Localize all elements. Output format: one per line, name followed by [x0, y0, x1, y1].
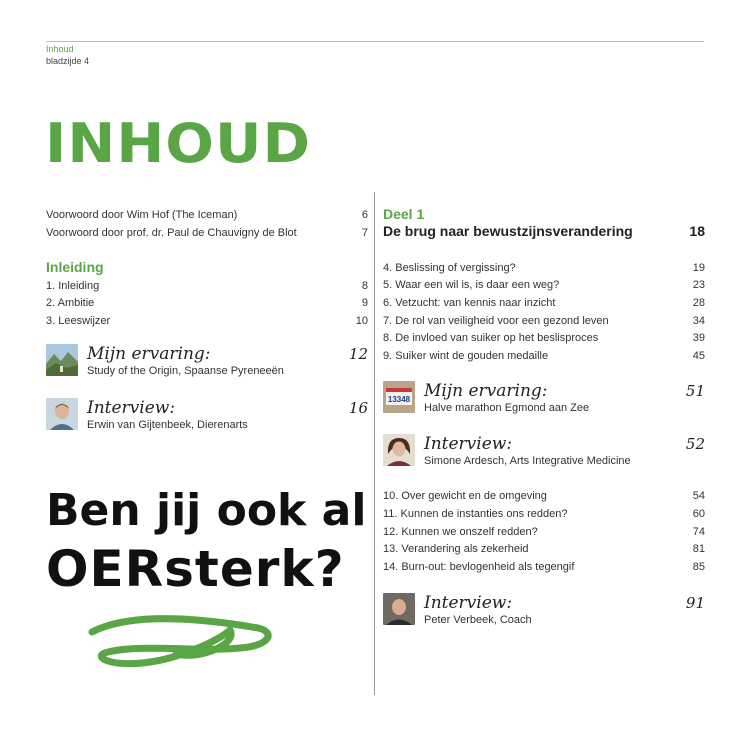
toc-label: 9. Suiker wint de gouden medaille [383, 350, 549, 362]
feature-box-experience-egmond[interactable] [383, 381, 705, 414]
feature-box-interview-verbeek[interactable] [383, 593, 705, 626]
slogan [46, 482, 366, 598]
toc-entry-chapter-13[interactable] [383, 543, 705, 555]
toc-entry-chapter-9[interactable] [383, 350, 705, 362]
feature-box-title: Interview: [87, 398, 176, 418]
toc-page: 39 [692, 332, 705, 344]
toc-label: Voorwoord door Wim Hof (The Iceman) [46, 209, 238, 221]
feature-box-title: Mijn ervaring: [424, 381, 548, 401]
portrait-photo-thumbnail [46, 398, 78, 430]
feature-box-title: Interview: [424, 434, 513, 454]
part-label: Deel 1 [383, 206, 425, 222]
feature-box-subtitle: Erwin van Gijtenbeek, Dierenarts [87, 419, 248, 431]
slogan-line-2: OERsterk? [46, 540, 345, 598]
toc-page: 10 [355, 315, 368, 327]
toc-entry-intro-1[interactable] [46, 280, 368, 292]
toc-label: 13. Verandering als zekerheid [383, 543, 529, 555]
toc-page: 81 [692, 543, 705, 555]
feature-box-interview-gijtenbeek[interactable] [46, 398, 368, 431]
feature-box-page: 12 [348, 345, 368, 363]
toc-entry-chapter-7[interactable] [383, 315, 705, 327]
feature-box-page: 52 [685, 435, 705, 453]
toc-label: 7. De rol van veiligheid voor een gezond leven [383, 315, 609, 327]
feature-box-title: Mijn ervaring: [87, 344, 211, 364]
toc-entry-intro-3[interactable] [46, 315, 368, 327]
toc-page: 74 [692, 526, 705, 538]
toc-page: 9 [361, 297, 368, 309]
running-header-page: bladzijde 4 [46, 56, 90, 66]
part-title-entry[interactable] [383, 223, 705, 239]
toc-label: 3. Leeswijzer [46, 315, 111, 327]
portrait-photo-thumbnail [383, 593, 415, 625]
slogan-line-1: Ben jij ook al [46, 485, 367, 536]
toc-page: 23 [692, 279, 705, 291]
toc-page: 85 [692, 561, 705, 573]
header-rule [46, 41, 704, 42]
toc-entry-chapter-6[interactable] [383, 297, 705, 309]
feature-box-subtitle: Peter Verbeek, Coach [424, 614, 532, 626]
toc-label: 5. Waar een wil is, is daar een weg? [383, 279, 560, 291]
toc-page: 7 [361, 227, 368, 239]
toc-page: 34 [692, 315, 705, 327]
mountain-photo-thumbnail [46, 344, 78, 376]
toc-page: 60 [692, 508, 705, 520]
toc-label: Voorwoord door prof. dr. Paul de Chauvigny de Blot [46, 227, 297, 239]
portrait-photo-thumbnail [383, 434, 415, 466]
feature-box-page: 16 [348, 399, 368, 417]
toc-entry-chapter-14[interactable] [383, 561, 705, 573]
toc-entry-chapter-5[interactable] [383, 279, 705, 291]
feature-box-subtitle: Halve marathon Egmond aan Zee [424, 402, 590, 414]
feature-box-interview-ardesch[interactable] [383, 434, 705, 467]
toc-entry-foreword-1[interactable] [46, 209, 368, 221]
feature-box-page: 51 [685, 382, 705, 400]
marathon-bib-photo-thumbnail [383, 381, 415, 413]
green-swirl-doodle [80, 610, 280, 672]
toc-entry-intro-2[interactable] [46, 297, 368, 309]
toc-page: 6 [361, 209, 368, 221]
toc-page: 54 [692, 490, 705, 502]
toc-entry-chapter-11[interactable] [383, 508, 705, 520]
toc-label: 4. Beslissing of vergissing? [383, 262, 516, 274]
toc-label: 8. De invloed van suiker op het beslisproces [383, 332, 599, 344]
toc-label: 1. Inleiding [46, 280, 100, 292]
toc-entry-chapter-12[interactable] [383, 526, 705, 538]
toc-page: 19 [692, 262, 705, 274]
toc-page: 8 [361, 280, 368, 292]
feature-box-title: Interview: [424, 593, 513, 613]
toc-entry-chapter-4[interactable] [383, 262, 705, 274]
column-divider [374, 192, 375, 695]
feature-box-experience-pyrenees[interactable] [46, 344, 368, 377]
running-header-section: Inhoud [46, 44, 74, 54]
toc-entry-chapter-8[interactable] [383, 332, 705, 344]
toc-label: 12. Kunnen we onszelf redden? [383, 526, 538, 538]
bib-number: 13348 [387, 395, 411, 404]
intro-heading: Inleiding [46, 259, 104, 275]
feature-box-subtitle: Simone Ardesch, Arts Integrative Medicine [424, 455, 631, 467]
toc-label: 2. Ambitie [46, 297, 95, 309]
page-title: INHOUD [45, 112, 312, 175]
part-page: 18 [689, 223, 705, 239]
toc-entry-foreword-2[interactable] [46, 227, 368, 239]
toc-label: 6. Vetzucht: van kennis naar inzicht [383, 297, 556, 309]
toc-label: 11. Kunnen de instanties ons redden? [383, 508, 568, 520]
toc-label: 14. Burn-out: bevlogenheid als tegengif [383, 561, 575, 573]
feature-box-subtitle: Study of the Origin, Spaanse Pyreneeën [87, 365, 284, 377]
toc-entry-chapter-10[interactable] [383, 490, 705, 502]
feature-box-page: 91 [685, 594, 705, 612]
part-title: De brug naar bewustzijnsverandering [383, 223, 633, 239]
toc-page: 45 [692, 350, 705, 362]
toc-page: 28 [692, 297, 705, 309]
toc-label: 10. Over gewicht en de omgeving [383, 490, 547, 502]
